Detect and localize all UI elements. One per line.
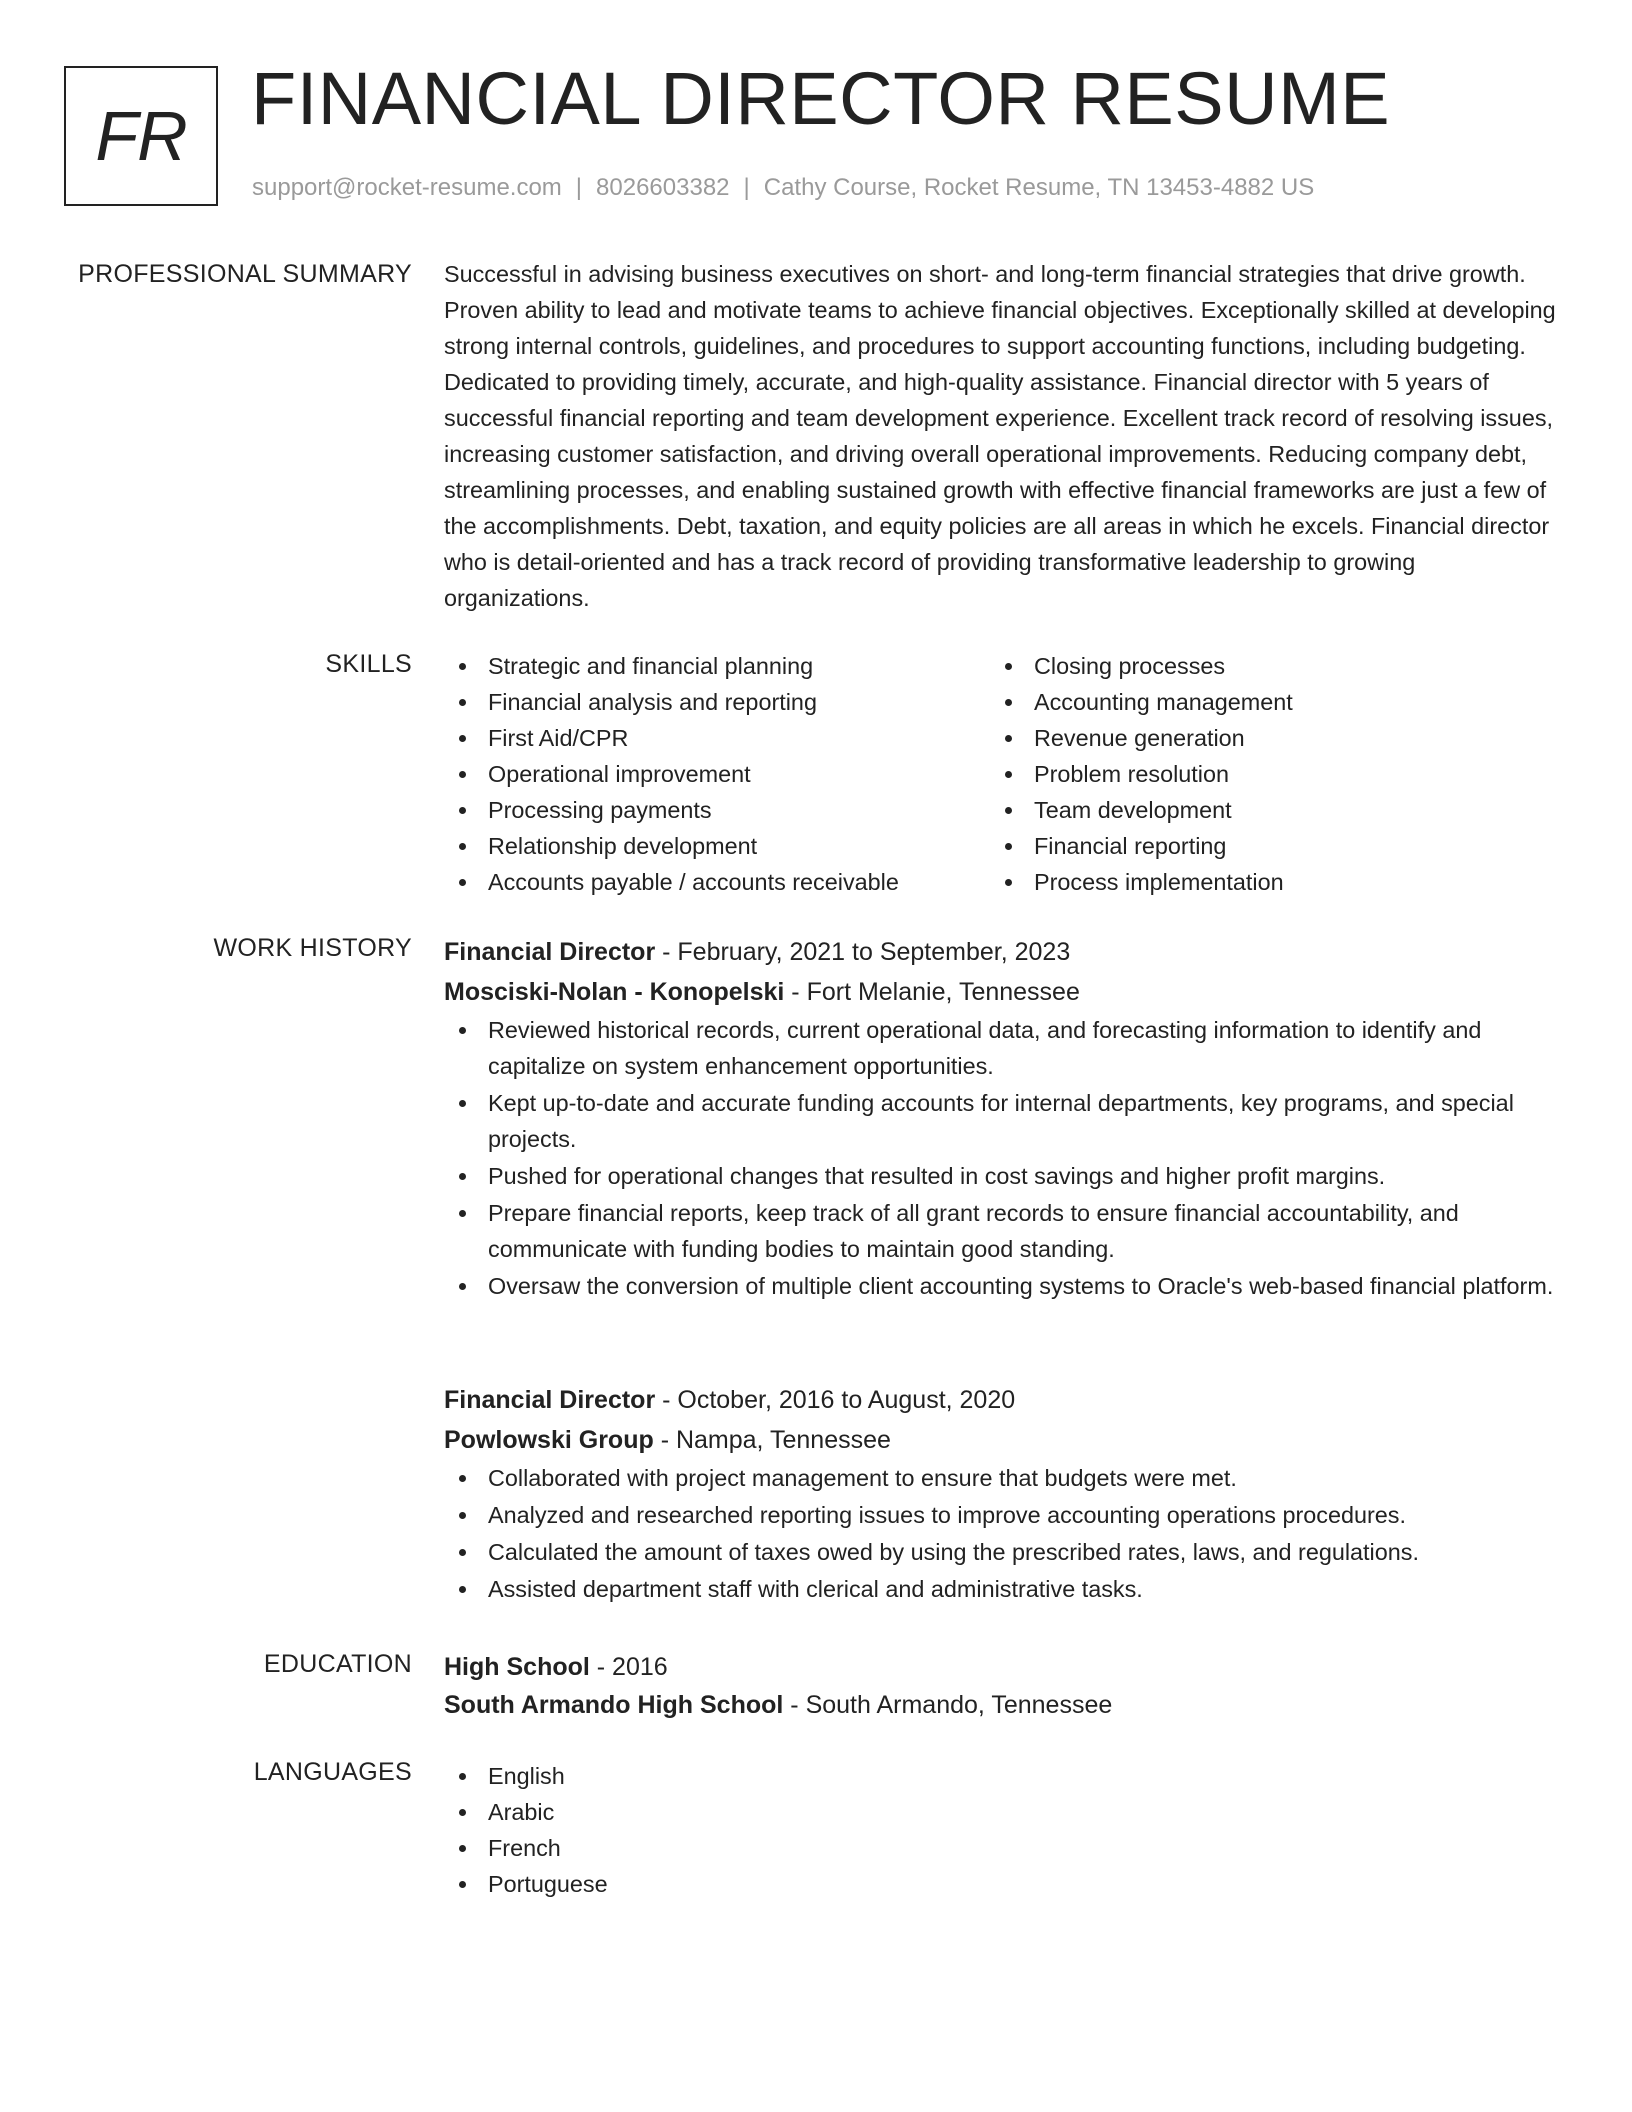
job-duty-item: Calculated the amount of taxes owed by using the prescribed rates, laws, and regulations.: [444, 1534, 1559, 1570]
skill-item: Process implementation: [990, 864, 1536, 900]
skills-grid: [444, 648, 1559, 900]
skill-item: Team development: [990, 792, 1536, 828]
education-school: South Armando High School: [444, 1691, 784, 1719]
section-label-summary: PROFESSIONAL SUMMARY: [78, 260, 412, 288]
contact-address: Cathy Course, Rocket Resume, TN 13453-4882 US: [763, 174, 1315, 201]
skill-item: Financial reporting: [990, 828, 1536, 864]
job-dates: October, 2016 to August, 2020: [677, 1386, 1016, 1414]
section-label-skills: SKILLS: [325, 650, 412, 678]
job-company: Mosciski-Nolan - Konopelski: [444, 978, 785, 1006]
job-heading: Financial Director - February, 2021 to September, 2023: [444, 938, 1071, 966]
skill-item: Strategic and financial planning: [444, 648, 990, 684]
skill-item: Problem resolution: [990, 756, 1536, 792]
summary-text: Successful in advising business executives on short- and long-term financial strategies that drive growth. Proven ability to lead and motivate teams to achieve financial objectives. Exceptionally skilled at developing strong internal controls, guidelines, and procedures to support accounting functions, including budgeting. Dedicated to providing timely, accurate, and high-quality assistance. Financial director with 5 years of successful financial reporting and team development experience. Excellent track record of resolving issues, increasing customer satisfaction, and driving overall operational improvements. Reducing company debt, streamlining processes, and enabling sustained growth with effective financial frameworks are just a few of the accomplishments. Debt, taxation, and equity policies are all areas in which he excels. Financial director who is detail-oriented and has a track record of providing transformative leadership to growing organizations.: [444, 261, 1556, 611]
skill-item: Financial analysis and reporting: [444, 684, 990, 720]
education-school-line: South Armando High School - South Armando, Tennessee: [444, 1691, 1113, 1719]
section-label-education: EDUCATION: [263, 1650, 412, 1678]
skill-item: Processing payments: [444, 792, 990, 828]
skill-item: Closing processes: [990, 648, 1536, 684]
job-duty-item: Assisted department staff with clerical and administrative tasks.: [444, 1571, 1559, 1607]
job-entry: [444, 1380, 1559, 1608]
job-heading: Financial Director - October, 2016 to August, 2020: [444, 1386, 1016, 1414]
summary-content: [444, 256, 1559, 616]
job-duties-list: [444, 1012, 1559, 1304]
education-location: South Armando, Tennessee: [805, 1691, 1113, 1719]
job-duties-list: [444, 1460, 1559, 1607]
language-item: Portuguese: [444, 1866, 1559, 1902]
monogram-initials: FR: [95, 97, 187, 175]
job-duty-item: Collaborated with project management to ensure that budgets were met.: [444, 1460, 1559, 1496]
contact-phone: 8026603382: [596, 174, 730, 201]
job-company: Powlowski Group: [444, 1426, 654, 1454]
education-content: [444, 1648, 1559, 1724]
education-year: 2016: [612, 1653, 668, 1681]
job-duty-item: Prepare financial reports, keep track of all grant records to ensure financial accountability, and communicate with funding bodies to maintain good standing.: [444, 1195, 1559, 1267]
skill-item: Accounts payable / accounts receivable: [444, 864, 990, 900]
job-location: Nampa, Tennessee: [675, 1426, 891, 1454]
language-item: English: [444, 1758, 1559, 1794]
skill-item: Revenue generation: [990, 720, 1536, 756]
job-company-line: Powlowski Group - Nampa, Tennessee: [444, 1426, 891, 1454]
job-duty-item: Reviewed historical records, current operational data, and forecasting information to identify and capitalize on system enhancement opportunities.: [444, 1012, 1559, 1084]
skill-item: Accounting management: [990, 684, 1536, 720]
job-title: Financial Director: [444, 1386, 656, 1414]
section-label-languages: LANGUAGES: [253, 1758, 412, 1786]
job-duty-item: Kept up-to-date and accurate funding accounts for internal departments, key programs, and special projects.: [444, 1085, 1559, 1157]
skills-list-left: [444, 648, 990, 900]
languages-content: [444, 1758, 1559, 1902]
job-dates: February, 2021 to September, 2023: [677, 938, 1071, 966]
job-location: Fort Melanie, Tennessee: [806, 978, 1080, 1006]
job-duty-item: Pushed for operational changes that resulted in cost savings and higher profit margins.: [444, 1158, 1559, 1194]
language-item: French: [444, 1830, 1559, 1866]
contact-separator: |: [575, 174, 583, 201]
skill-item: First Aid/CPR: [444, 720, 990, 756]
contact-separator: |: [743, 174, 750, 201]
skill-item: Operational improvement: [444, 756, 990, 792]
job-duty-item: Analyzed and researched reporting issues to improve accounting operations procedures.: [444, 1497, 1559, 1533]
job-company-line: Mosciski-Nolan - Konopelski - Fort Melanie, Tennessee: [444, 978, 1080, 1006]
job-entry: [444, 932, 1559, 1305]
skill-item: Relationship development: [444, 828, 990, 864]
languages-list: [444, 1758, 1559, 1902]
language-item: Arabic: [444, 1794, 1559, 1830]
monogram-badge: [64, 66, 218, 206]
resume-title: FINANCIAL DIRECTOR RESUME: [251, 57, 1391, 140]
contact-line: [252, 174, 1314, 202]
education-heading: High School - 2016: [444, 1653, 668, 1681]
education-degree: High School: [444, 1653, 590, 1681]
section-label-work-history: WORK HISTORY: [213, 934, 412, 962]
job-title: Financial Director: [444, 938, 656, 966]
job-duty-item: Oversaw the conversion of multiple client accounting systems to Oracle's web-based financial platform.: [444, 1268, 1559, 1304]
contact-email: support@rocket-resume.com: [252, 174, 562, 201]
skills-list-right: [990, 648, 1536, 900]
